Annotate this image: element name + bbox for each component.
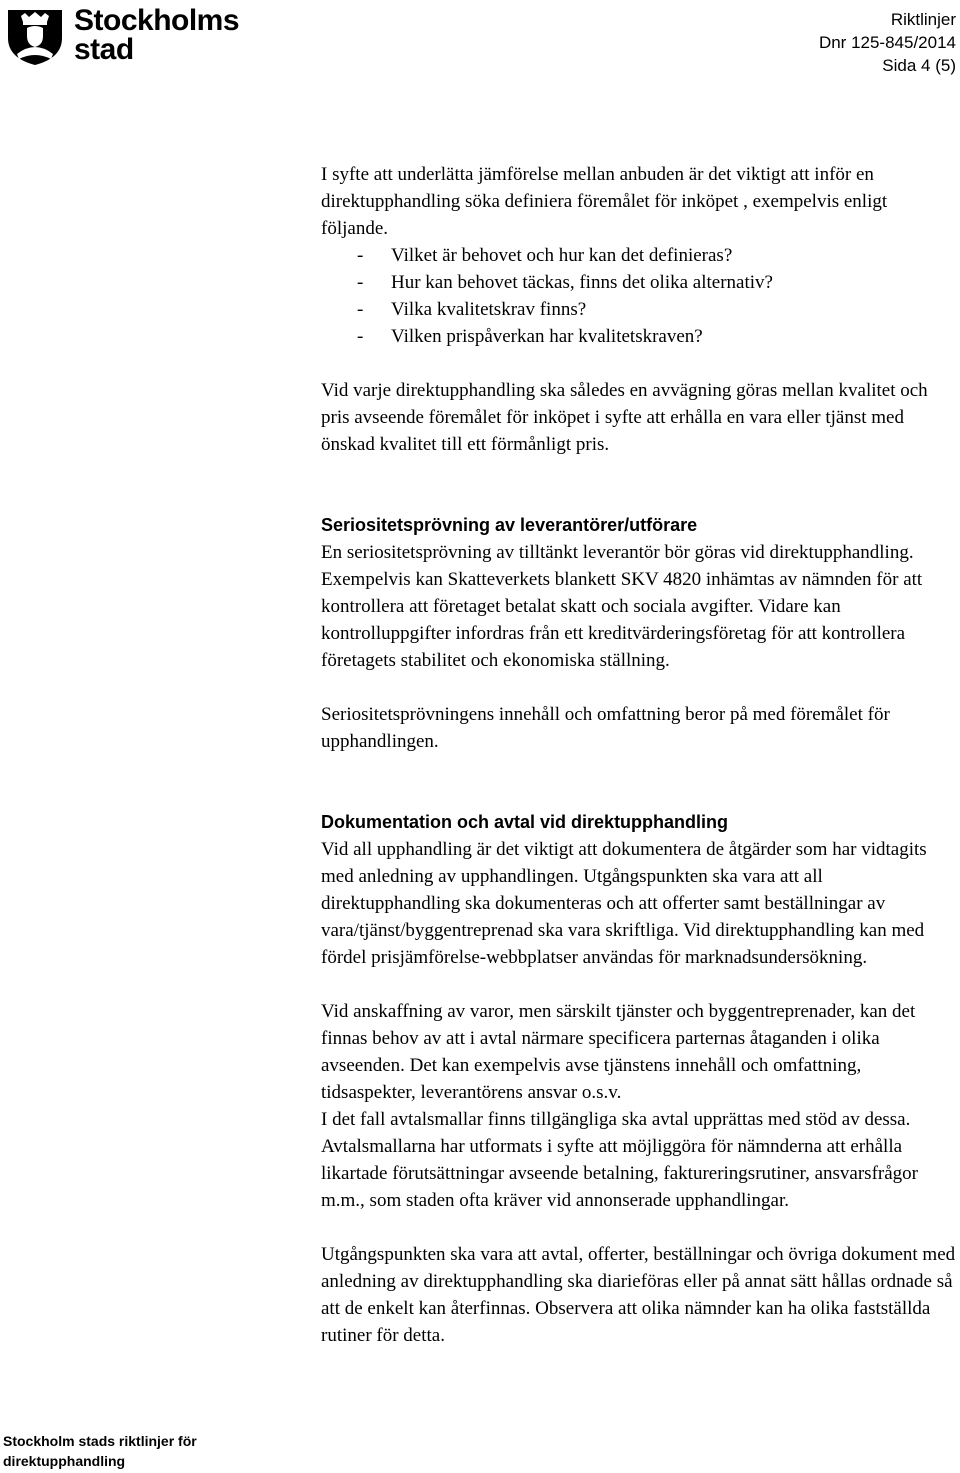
logo-text-stad: stad — [74, 33, 134, 66]
list-item: - Hur kan behovet täckas, finns det olika alternativ? — [321, 269, 957, 296]
stockholm-crest-icon — [4, 4, 66, 66]
list-dash: - — [357, 272, 364, 293]
page-number: Sida 4 (5) — [882, 56, 956, 75]
logo-text-stockholms: Stockholms — [74, 4, 240, 37]
dokumentation-paragraph: Vid all upphandling är det viktigt att dokumentera de åtgärder som har vidtagits med anledning av upphandlingen. Utgångspunkten ska vara att all direktupphandling ska dokumenteras och att offerter samt beställningar av vara/tjänst/byggentreprenad ska vara skriftliga. Vid direktupphandling kan med fördel prisjämförelse-webbplatser användas för marknadsundersökning. — [321, 839, 927, 968]
seriositet-paragraph: En seriositetsprövning av tilltänkt leverantör bör göras vid direktupphandling. Exempelvis kan Skatteverkets blankett SKV 4820 inhämtas av nämnden för att kontrollera att företaget betalat skatt och sociala avgifter. Vidare kan kontrolluppgifter infordras från ett kreditvärderingsföretag för att kontrollera företagets stabilitet och ekonomiska ställning. — [321, 542, 923, 671]
avtalsmallar-paragraph: I det fall avtalsmallar finns tillgängliga ska avtal upprättas med stöd av dessa. Avtalsmallarna har utformats i syfte att möjliggöra för nämnderna att erhålla likartade förutsättningar avseende betalning, faktureringsrutiner, ansvarsfrågor m.m., som staden ofta kräver vid annonserade upphandlingar. — [321, 1109, 918, 1211]
diarieforing-paragraph: Utgångspunkten ska vara att avtal, offerter, beställningar och övriga dokument med anledning av direktupphandling ska diarieföras eller på annat sätt hållas ordnade så att de enkelt kan återfinnas. Observera att olika nämnder kan ha olika fastställda rutiner för detta. — [321, 1244, 956, 1346]
list-dash: - — [357, 245, 364, 266]
list-item: - Vilket är behovet och hur kan det definieras? — [321, 242, 957, 269]
stockholm-logo — [4, 4, 240, 66]
question-list — [321, 242, 957, 350]
page-footer: Stockholm stads riktlinjer för direktupphandling — [3, 1433, 197, 1469]
balance-paragraph: Vid varje direktupphandling ska således en avvägning göras mellan kvalitet och pris avseende föremålet för inköpet i syfte att erhålla en vara eller tjänst med önskad kvalitet till ett förmånligt pris. — [321, 380, 928, 455]
list-dash: - — [357, 326, 364, 347]
heading-dokumentation: Dokumentation och avtal vid direktupphandling — [321, 812, 729, 832]
document-header-info — [819, 8, 956, 77]
intro-paragraph: I syfte att underlätta jämförelse mellan anbuden är det viktigt att inför en direktupphandling söka definiera föremålet för inköpet , exempelvis enligt följande. — [321, 164, 888, 239]
heading-seriositetsprovning: Seriositetsprövning av leverantörer/utförare — [321, 515, 698, 535]
seriositet-scope-paragraph: Seriositetsprövningens innehåll och omfattning beror på med föremålet för upphandlingen. — [321, 704, 890, 752]
avtal-paragraph: Vid anskaffning av varor, men särskilt tjänster och byggentreprenader, kan det finnas behov av att i avtal närmare specificera parternas åtaganden i olika avseenden. Det kan exempelvis avse tjänstens innehåll och omfattning, tidsaspekter, leverantörens ansvar o.s.v. — [321, 1001, 916, 1103]
list-item: - Vilken prispåverkan har kvalitetskraven? — [321, 323, 957, 350]
list-dash: - — [357, 299, 364, 320]
list-item: - Vilka kvalitetskrav finns? — [321, 296, 957, 323]
document-type: Riktlinjer — [890, 10, 956, 29]
reference-number: Dnr 125-845/2014 — [818, 33, 956, 52]
document-body — [321, 161, 957, 1349]
